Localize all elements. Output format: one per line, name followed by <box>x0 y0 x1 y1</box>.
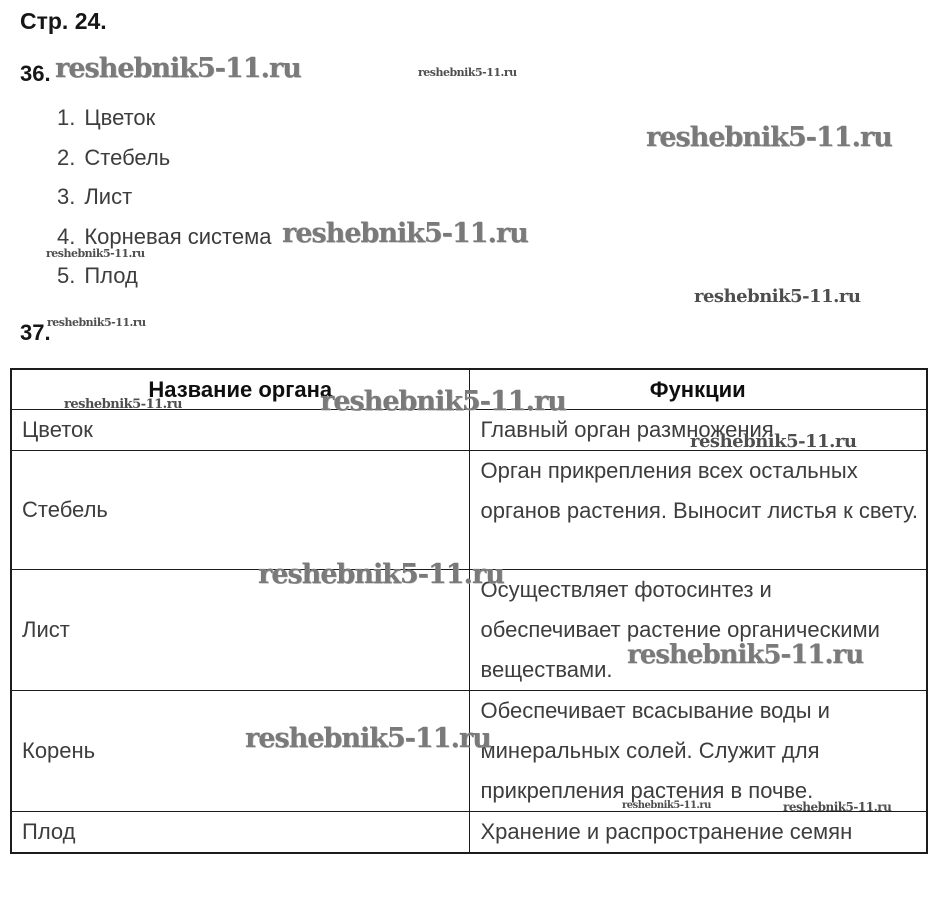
organ-function-cell: Орган прикрепления всех остальных органов растения. Выносит листья к свету. <box>469 451 927 570</box>
list-item <box>57 256 271 296</box>
organ-function-cell: Главный орган размножения <box>469 410 927 451</box>
list-item <box>57 138 271 178</box>
list-item-label: Стебель <box>84 144 171 170</box>
list-item-label: Корневая система <box>84 223 272 249</box>
organ-functions-table <box>10 368 928 854</box>
watermark-text: reshebnik5-11.ru <box>46 247 145 260</box>
list-item-number: 1. <box>57 105 76 130</box>
watermark-text: reshebnik5-11.ru <box>320 386 566 417</box>
watermark-text: reshebnik5-11.ru <box>55 53 301 84</box>
table-row <box>11 451 927 570</box>
organ-function-cell: Хранение и распространение семян <box>469 812 927 854</box>
table-row <box>11 570 927 691</box>
organ-name-cell: Цветок <box>11 410 469 451</box>
organ-list <box>57 98 271 296</box>
organ-name-cell: Плод <box>11 812 469 854</box>
watermark-text: reshebnik5-11.ru <box>64 397 183 412</box>
list-item <box>57 177 271 217</box>
watermark-text: reshebnik5-11.ru <box>646 122 892 153</box>
watermark-text: reshebnik5-11.ru <box>622 800 711 811</box>
list-item-number: 4. <box>57 223 76 249</box>
list-item <box>57 217 271 257</box>
watermark-text: reshebnik5-11.ru <box>690 431 857 452</box>
watermark-text: reshebnik5-11.ru <box>694 286 861 307</box>
task-37-number: 37. <box>20 320 51 345</box>
list-item-label: Лист <box>84 184 133 209</box>
list-item-number: 2. <box>57 144 76 170</box>
list-item-number: 5. <box>57 263 76 288</box>
column-header-functions: Функции <box>469 369 927 410</box>
table-row <box>11 691 927 812</box>
organ-name-cell: Лист <box>11 570 469 691</box>
organ-function-cell: Обеспечивает всасывание воды и минеральных солей. Служит для прикрепления растения в почве. <box>469 691 927 812</box>
list-item <box>57 98 271 138</box>
organ-name-cell: Стебель <box>11 451 469 570</box>
table-row <box>11 410 927 451</box>
list-item-label: Цветок <box>84 105 156 130</box>
watermark-text: reshebnik5-11.ru <box>282 218 528 249</box>
watermark-text: reshebnik5-11.ru <box>245 723 491 754</box>
list-item-label: Плод <box>84 263 138 288</box>
table-header-row <box>11 369 927 410</box>
watermark-text: reshebnik5-11.ru <box>47 316 146 329</box>
page-title: Стр. 24. <box>20 8 107 34</box>
organ-name-cell: Корень <box>11 691 469 812</box>
organ-functions-table-wrap <box>10 368 926 854</box>
list-item-number: 3. <box>57 184 76 209</box>
table-row <box>11 812 927 854</box>
watermark-text: reshebnik5-11.ru <box>627 640 864 670</box>
watermark-text: reshebnik5-11.ru <box>783 800 892 814</box>
organ-function-cell: Осуществляет фотосинтез и обеспечивает растение органическими веществами. <box>469 570 927 691</box>
column-header-organ: Название органа <box>11 369 469 410</box>
task-36-number: 36. <box>20 61 51 86</box>
watermark-text: reshebnik5-11.ru <box>418 66 517 79</box>
watermark-text: reshebnik5-11.ru <box>258 559 504 590</box>
